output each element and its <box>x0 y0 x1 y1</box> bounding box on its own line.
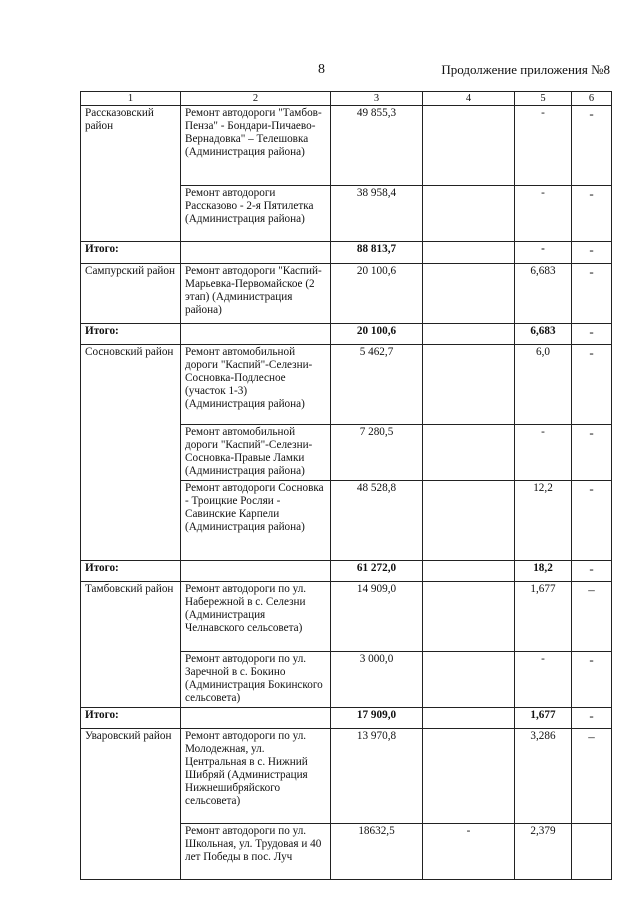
column-6-cell: – <box>572 729 612 824</box>
column-6-cell: - <box>572 481 612 561</box>
district-name: Сампурский район <box>81 264 181 324</box>
empty-description-cell <box>181 561 331 582</box>
column-4-cell <box>423 729 515 824</box>
empty-description-cell <box>181 324 331 345</box>
column-header: 3 <box>331 92 423 106</box>
column-6-cell: - <box>572 652 612 708</box>
column-5-cell: 1,677 <box>515 582 572 652</box>
work-description: Ремонт автодороги "Каспий-Марьевка-Первомайское (2 этап) (Администрация района) <box>181 264 331 324</box>
column-header: 6 <box>572 92 612 106</box>
district-name: Тамбовский район <box>81 582 181 708</box>
district-name: Сосновский район <box>81 345 181 561</box>
column-6-cell: - <box>572 106 612 186</box>
table-row <box>81 729 612 824</box>
column-header: 4 <box>423 92 515 106</box>
amount-cell: 88 813,7 <box>331 242 423 264</box>
column-4-cell: - <box>423 824 515 880</box>
empty-description-cell <box>181 242 331 264</box>
column-5-cell: 6,0 <box>515 345 572 425</box>
column-5-cell: - <box>515 425 572 481</box>
amount-cell: 7 280,5 <box>331 425 423 481</box>
column-4-cell <box>423 106 515 186</box>
column-5-cell: 18,2 <box>515 561 572 582</box>
column-5-cell: - <box>515 652 572 708</box>
column-6-cell: - <box>572 324 612 345</box>
appendix-continuation-label: Продолжение приложения №8 <box>441 62 610 77</box>
total-row <box>81 242 612 264</box>
column-5-cell: - <box>515 242 572 264</box>
work-description: Ремонт автодороги Рассказово - 2-я Пятилетка (Администрация района) <box>181 186 331 242</box>
column-4-cell <box>423 324 515 345</box>
column-5-cell: - <box>515 186 572 242</box>
amount-cell: 17 909,0 <box>331 708 423 729</box>
work-description: Ремонт автомобильной дороги "Каспий"-Селезни-Сосновка-Правые Ламки (Администрация района) <box>181 425 331 481</box>
column-4-cell <box>423 708 515 729</box>
column-6-cell: - <box>572 186 612 242</box>
total-label: Итого: <box>81 708 181 729</box>
column-4-cell <box>423 652 515 708</box>
total-row <box>81 324 612 345</box>
column-4-cell <box>423 264 515 324</box>
total-label: Итого: <box>81 242 181 264</box>
road-repair-table <box>80 91 612 880</box>
column-5-cell: 1,677 <box>515 708 572 729</box>
amount-cell: 20 100,6 <box>331 324 423 345</box>
amount-cell: 14 909,0 <box>331 582 423 652</box>
amount-cell: 20 100,6 <box>331 264 423 324</box>
total-row <box>81 561 612 582</box>
column-4-cell <box>423 481 515 561</box>
column-5-cell: 3,286 <box>515 729 572 824</box>
amount-cell: 13 970,8 <box>331 729 423 824</box>
column-4-cell <box>423 561 515 582</box>
column-4-cell <box>423 345 515 425</box>
column-4-cell <box>423 582 515 652</box>
column-5-cell: 6,683 <box>515 324 572 345</box>
amount-cell: 38 958,4 <box>331 186 423 242</box>
column-5-cell: 12,2 <box>515 481 572 561</box>
amount-cell: 18632,5 <box>331 824 423 880</box>
column-6-cell: - <box>572 345 612 425</box>
column-6-cell: - <box>572 264 612 324</box>
amount-cell: 5 462,7 <box>331 345 423 425</box>
column-6-cell: – <box>572 582 612 652</box>
table-row <box>81 345 612 425</box>
work-description: Ремонт автодороги Сосновка - Троицкие Росляи - Савинские Карпели (Администрация района) <box>181 481 331 561</box>
district-name: Уваровский район <box>81 729 181 880</box>
table-row <box>81 106 612 186</box>
work-description: Ремонт автодороги по ул. Школьная, ул. Трудовая и 40 лет Победы в пос. Луч <box>181 824 331 880</box>
table-header-row <box>81 92 612 106</box>
work-description: Ремонт автомобильной дороги "Каспий"-Селезни-Сосновка-Подлесное (участок 1-3) (Администрация района) <box>181 345 331 425</box>
amount-cell: 61 272,0 <box>331 561 423 582</box>
column-6-cell: - <box>572 425 612 481</box>
amount-cell: 3 000,0 <box>331 652 423 708</box>
work-description: Ремонт автодороги по ул. Заречной в с. Бокино (Администрация Бокинского сельсовета) <box>181 652 331 708</box>
page-number: 8 <box>318 62 325 77</box>
column-header: 1 <box>81 92 181 106</box>
column-4-cell <box>423 425 515 481</box>
work-description: Ремонт автодороги по ул. Набережной в с. Селезни (Администрация Челнавского сельсовета) <box>181 582 331 652</box>
column-6-cell: - <box>572 561 612 582</box>
total-label: Итого: <box>81 324 181 345</box>
table-row <box>81 264 612 324</box>
column-4-cell <box>423 186 515 242</box>
column-6-cell: - <box>572 708 612 729</box>
column-header: 5 <box>515 92 572 106</box>
column-6-cell: - <box>572 242 612 264</box>
column-5-cell: - <box>515 106 572 186</box>
empty-description-cell <box>181 708 331 729</box>
table-row <box>81 582 612 652</box>
work-description: Ремонт автодороги "Тамбов-Пенза" - Бондари-Пичаево-Вернадовка" – Телешовка (Администрация района) <box>181 106 331 186</box>
column-6-cell <box>572 824 612 880</box>
column-5-cell: 2,379 <box>515 824 572 880</box>
column-4-cell <box>423 242 515 264</box>
column-5-cell: 6,683 <box>515 264 572 324</box>
total-label: Итого: <box>81 561 181 582</box>
amount-cell: 48 528,8 <box>331 481 423 561</box>
district-name: Рассказовский район <box>81 106 181 242</box>
amount-cell: 49 855,3 <box>331 106 423 186</box>
total-row <box>81 708 612 729</box>
column-header: 2 <box>181 92 331 106</box>
work-description: Ремонт автодороги по ул. Молодежная, ул. Центральная в с. Нижний Шибряй (Администрация Нижнешибряйского сельсовета) <box>181 729 331 824</box>
